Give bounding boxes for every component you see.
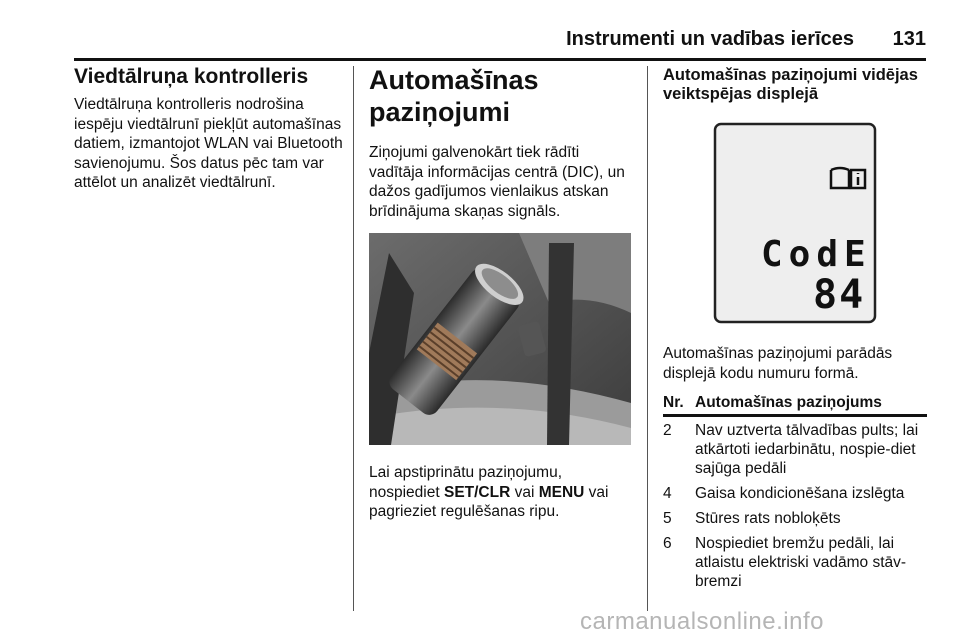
- table-row: [663, 480, 927, 505]
- section-heading-vehicle-messages: [369, 64, 633, 128]
- vehicle-messages-intro: Ziņojumi galvenokārt tiek rādīti vadītāja informācijas centrā (DIC), un dažos gadījumos vienlaikus atskan brīdinājuma skaņas signāls.: [369, 144, 625, 220]
- heading-line-1: Automašīnas: [369, 65, 539, 95]
- table-cell-message: Nav uztverta tālvadības pults; lai atkārtoti iedarbinātu, nospie-diet sajūga pedāli: [695, 422, 919, 477]
- table-header-row: [663, 394, 927, 416]
- instruction-text-mid: vai: [510, 483, 539, 501]
- header-rule: [74, 58, 926, 61]
- table-cell-nr: 4: [663, 485, 672, 502]
- column-midlevel-display-messages: [663, 62, 927, 593]
- table-header-message: Automašīnas paziņojums: [695, 394, 927, 416]
- smartphone-controller-text: Viedtālruņa kontrolleris nodrošina iespēju viedtālrunī piekļūt automašīnas datiem, izmantojot WLAN vai Bluetooth savienojumu. Šos datus pēc tam var attēlot un analizēt viedtālrunī.: [74, 96, 343, 191]
- column-divider-right: [647, 66, 648, 611]
- steering-column-lever-photo: [369, 233, 631, 445]
- column-vehicle-messages: [369, 62, 633, 522]
- display-code-number: 84: [813, 272, 866, 318]
- watermark: carmanualsonline.info: [580, 608, 824, 635]
- instruction-text-start: Lai apstiprinātu paziņojumu, nospiediet: [369, 464, 563, 501]
- page-header: [74, 24, 926, 54]
- table-row: [663, 416, 927, 481]
- section-heading-midlevel-display: Automašīnas paziņojumi vidējas veiktspējas displejā: [663, 66, 918, 103]
- section-heading-smartphone-controller: Viedtālruņa kontrolleris: [74, 65, 309, 88]
- table-cell-message: Stūres rats nobloķēts: [695, 510, 841, 527]
- page-number: 131: [892, 28, 926, 50]
- table-cell-message: Gaisa kondicionēšana izslēgta: [695, 485, 905, 502]
- column-divider-left: [353, 66, 354, 611]
- page-header-title: Instrumenti un vadības ierīces: [566, 28, 854, 50]
- set-clr-key-label: SET/CLR: [443, 483, 511, 501]
- confirm-message-instruction: [369, 463, 633, 522]
- table-cell-nr: 5: [663, 510, 672, 527]
- table-header-nr: Nr.: [663, 394, 695, 416]
- table-cell-message: Nospiediet bremžu pedāli, lai atlaistu elektriski vadāmo stāv-bremzi: [695, 535, 907, 590]
- display-caption: Automašīnas paziņojumi parādās displejā kodu numuru formā.: [663, 345, 893, 382]
- heading-line-2: paziņojumi: [369, 97, 510, 127]
- menu-key-label: MENU: [538, 483, 585, 501]
- table-cell-nr: 6: [663, 535, 672, 552]
- table-row: [663, 530, 927, 593]
- display-code-text: CodE: [761, 234, 872, 275]
- vehicle-messages-table: [663, 394, 927, 593]
- table-row: [663, 505, 927, 530]
- table-cell-nr: 2: [663, 422, 672, 439]
- midlevel-display-illustration: [663, 118, 925, 330]
- instruction-text-end: vai pagrieziet regulēšanas ripu.: [369, 483, 609, 520]
- column-smartphone-controller: [74, 62, 344, 193]
